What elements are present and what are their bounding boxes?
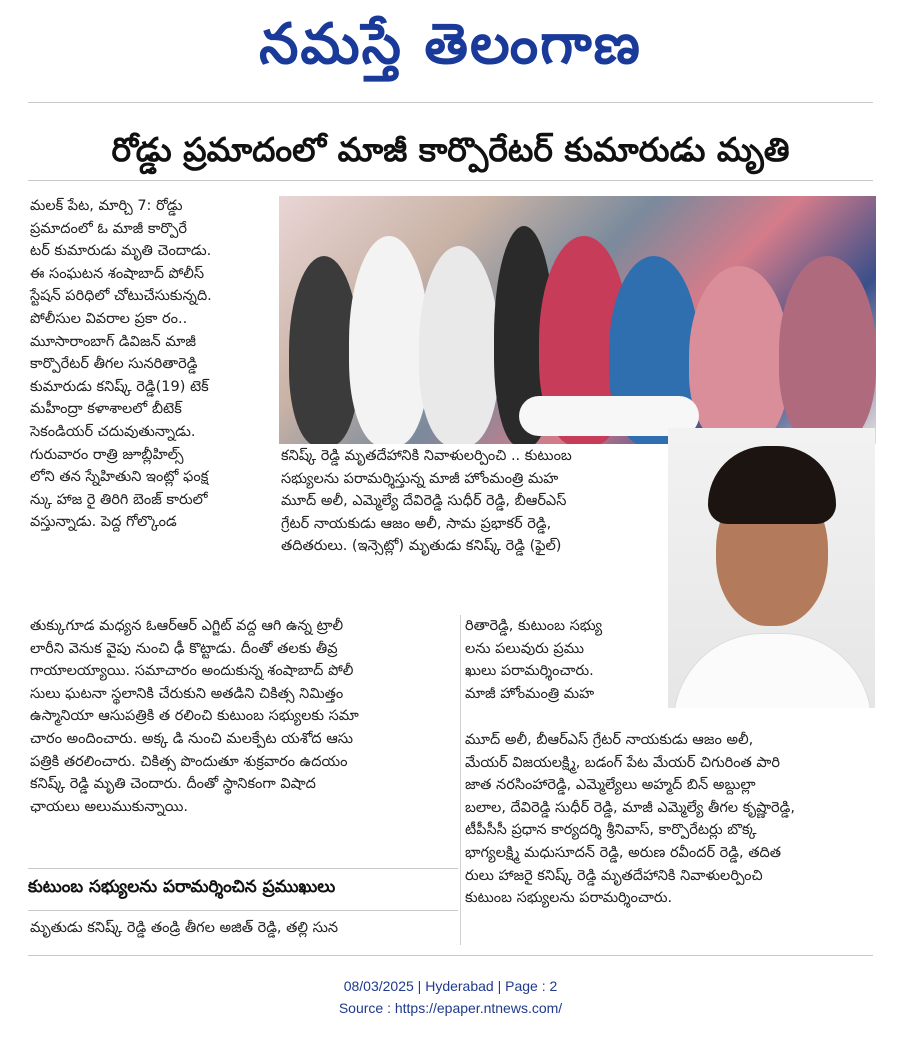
inset-portrait-photo [668, 428, 875, 708]
text-line: రితారెడ్డి, కుటుంబ సభ్యు [465, 618, 603, 634]
headline-divider [28, 180, 873, 181]
text-line: లారీని వెనుక వైపు నుంచి ఢీ కొట్టాడు. దీంతో తలకు తీవ్ర [30, 640, 338, 657]
text-line: ఖులు పరామర్శించారు. [465, 663, 594, 680]
subheading-body [30, 917, 455, 940]
text-line: గురువారం రాత్రి జూబ్లీహిల్స్ [30, 446, 184, 463]
caption-line: గ్రేటర్ నాయకుడు ఆజం అలీ, సామ ప్రభాకర్ రెడ్డి, [281, 515, 552, 532]
text-line: పత్రికి తరలించారు. చికిత్స పొందుతూ శుక్రవారం ఉదయం [30, 753, 348, 770]
funeral-photo [279, 196, 876, 444]
caption-line: కనిష్క్ రెడ్డి మృతదేహానికి నివాళులర్పించి .. కుటుంబ [281, 448, 572, 464]
subheading-top-rule [28, 868, 458, 869]
text-line: మలక్ పేట, మార్చి 7: రోడ్డు [30, 198, 183, 214]
text-line: మూసారాంబాగ్ డివిజన్ మాజీ [30, 333, 196, 350]
article-headline: రోడ్డు ప్రమాదంలో మాజీ కార్పొరేటర్ కుమారుడు మృతి [111, 130, 790, 169]
text-line: కార్పొరేటర్ తీగల సునరితారెడ్డి [30, 356, 198, 373]
article-right-column-top [465, 615, 675, 705]
text-line: సెకండియర్ చదువుతున్నాడు. [30, 423, 196, 440]
text-line: మూద్ అలీ, బీఆర్ఎస్ గ్రేటర్ నాయకుడు ఆజం అలీ, [465, 732, 754, 748]
text-line: స్టేషన్ పరిధిలో చోటుచేసుకున్నది. [30, 288, 212, 305]
text-line: భాగ్యలక్ష్మి మధుసూదన్ రెడ్డి, అరుణ రవీందర్ రెడ్డి, తదిత [465, 844, 781, 861]
footer-edition-line: 08/03/2025 | Hyderabad | Page : 2 [343, 978, 558, 994]
text-line: మృతుడు కనిష్క్ రెడ్డి తండ్రి తీగల అజిత్ రెడ్డి, తల్లి సున [30, 920, 339, 936]
text-line: మాజీ హోంమంత్రి మహ [465, 685, 595, 702]
text-line: ఉస్మానియా ఆసుపత్రికి త రలించి కుటుంబ సభ్యులకు సమా [30, 708, 359, 725]
article-left-column [30, 195, 270, 534]
section-subheading: కుటుంబ సభ్యులను పరామర్శించిన ప్రముఖులు [28, 877, 336, 897]
caption-line: తదితరులు. (ఇన్సెట్లో) మృతుడు కనిష్క్ రెడ్డి (ఫైల్) [281, 538, 562, 555]
text-line: బలాల, దేవిరెడ్డి సుధీర్ రెడ్డి, మాజీ ఎమ్మెల్యే తీగల కృష్ణారెడ్డి, [465, 799, 795, 816]
text-line: లోని తన స్నేహితుని ఇంట్లో ఫంక్ష [30, 469, 209, 486]
text-line: వస్తున్నాడు. పెద్ద గోల్కొండ [30, 514, 177, 531]
caption-line: సభ్యులను పరామర్శిస్తున్న మాజీ హోంమంత్రి మహ [281, 470, 559, 487]
text-line: చారం అందించారు. అక్క డి నుంచి మలక్పేట యశోద ఆసు [30, 730, 353, 747]
subheading-bottom-rule [28, 910, 458, 911]
text-line: మహీంద్రా కళాశాలలో బీటెక్ [30, 401, 182, 418]
text-line: ఈ సంఘటన శంషాబాద్ పోలీస్ [30, 265, 205, 282]
article-right-column [465, 729, 875, 910]
text-line: కనిష్క్ రెడ్డి మృతి చెందారు. దీంతో స్థానికంగా విషాద [30, 776, 316, 793]
text-line: సులు ఘటనా స్థలానికి చేరుకుని అతడిని చికిత్స నిమిత్తం [30, 685, 344, 702]
text-line: రులు హాజరై కనిష్క్ రెడ్డి మృతదేహానికి నివాళులర్పించి [465, 867, 763, 884]
text-line: టర్ కుమారుడు మృతి చెందాడు. [30, 243, 212, 260]
article-bottom-left-column [30, 615, 455, 818]
footer-divider [28, 955, 873, 956]
text-line: న్కు హాజ రై తిరిగి బెంజ్ కారులో [30, 491, 208, 508]
text-line: లను పలువురు ప్రము [465, 640, 585, 657]
caption-line: మూద్ అలీ, ఎమ్మెల్యే దేవిరెడ్డి సుధీర్ రెడ్డి, బీఆర్ఎస్ [281, 493, 567, 510]
masthead-divider [28, 102, 873, 103]
text-line: మేయర్ విజయలక్ష్మి, బడంగ్ పేట మేయర్ చిగురింత పారి [465, 754, 780, 771]
photo-caption [281, 445, 661, 558]
footer-source-link[interactable]: Source : https://epaper.ntnews.com/ [338, 1000, 563, 1016]
text-line: తుక్కుగూడ మధ్యన ఓఆర్ఆర్ ఎగ్జిట్ వద్ద ఆగి ఉన్న ట్రాలీ [30, 618, 344, 634]
text-line: గాయాలయ్యాయి. సమాచారం అందుకున్న శంషాబాద్ పోలీ [30, 663, 354, 680]
text-line: టీపీసీసీ ప్రధాన కార్యదర్శి శ్రీనివాస్, కార్పొరేటర్లు బొక్క [465, 822, 757, 839]
text-line: జాత నరసింహారెడ్డి, ఎమ్మెల్యేలు అహ్మద్ బిన్ అబ్దుల్లా [465, 777, 756, 794]
text-line: కుమారుడు కనిష్క్ రెడ్డి(19) టెక్ [30, 378, 209, 395]
text-line: పోలీసుల వివరాల ప్రకా రం.. [30, 310, 188, 327]
text-line: ఛాయలు అలుముకున్నాయి. [30, 798, 189, 815]
text-line: ప్రమాదంలో ఓ మాజీ కార్పొరే [30, 220, 188, 237]
text-line: కుటుంబ సభ్యులను పరామర్శించారు. [465, 890, 673, 907]
masthead-logo: నమస్తే తెలంగాణ [259, 12, 642, 77]
